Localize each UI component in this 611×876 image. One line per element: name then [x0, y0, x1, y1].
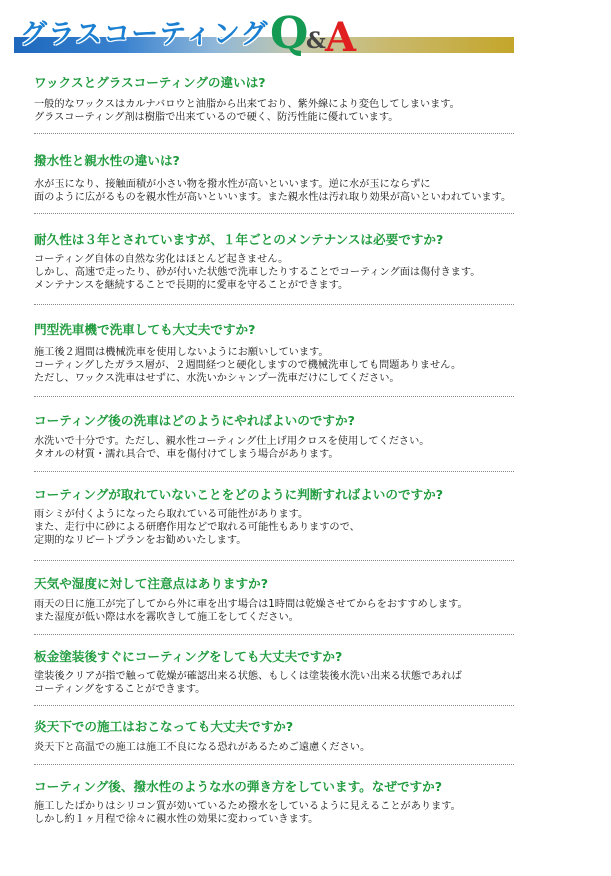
divider: [34, 396, 514, 397]
divider: [34, 471, 514, 472]
divider: [34, 705, 514, 706]
answer-line: また湿度が低い際は水を霧吹きして施工をしてください。: [34, 612, 299, 623]
answer: [34, 435, 429, 461]
answer-line: 施工後２週間は機械洗車を使用しないようにお願いしています。: [34, 347, 329, 358]
question: コーティング後の洗車はどのようにやればよいのですか?: [34, 413, 355, 428]
answer-line: タオルの材質・濡れ具合で、車を傷付けてしまう場合があります。: [34, 449, 339, 460]
answer-line: しかし、高速で走ったり、砂が付いた状態で洗車したりすることでコーティング面は傷付きます。: [34, 267, 481, 278]
question: 炎天下での施工はおこなっても大丈夫ですか?: [34, 719, 294, 734]
divider: [34, 304, 514, 305]
question: ワックスとグラスコーティングの違いは?: [34, 75, 266, 90]
answer: [34, 670, 462, 696]
answer-line: グラスコーティング剤は樹脂で出来ているので硬く、防汚性能に優れています。: [34, 112, 399, 123]
answer: [34, 178, 511, 204]
logo-q: Q: [270, 8, 309, 59]
answer-line: 面のように広がるものを親水性が高いといいます。また親水性は汚れ取り効果が高いといわれています。: [34, 192, 512, 203]
divider: [34, 764, 514, 765]
answer-line: ただし、ワックス洗車はせずに、水洗いかシャンプー洗車だけにしてください。: [34, 373, 400, 384]
question: 天気や湿度に対して注意点はありますか?: [34, 576, 268, 591]
question: 門型洗車機で洗車しても大丈夫ですか?: [34, 322, 256, 337]
question: コーティングが取れていないことをどのように判断すればよいのですか?: [34, 487, 444, 502]
answer-line: コーティングをすることができます。: [34, 684, 206, 695]
divider: [34, 560, 514, 561]
answer: [34, 800, 461, 826]
answer-line: 定期的なリピートプランをお勧めいたします。: [34, 535, 247, 546]
question: 撥水性と親水性の違いは?: [34, 153, 180, 168]
page-header: [0, 0, 611, 70]
answer-line: メンテナンスを継続することで長期的に愛車を守ることができます。: [34, 280, 349, 291]
answer-line: しかし約１ヶ月程で徐々に親水性の効果に変わっていきます。: [34, 814, 319, 825]
divider: [34, 213, 514, 214]
answer: [34, 598, 468, 624]
page-title: グラスコーティング: [20, 19, 269, 50]
answer: [34, 741, 370, 754]
answer-line: 水洗いで十分です。ただし、親水性コーティング仕上げ用クロスを使用してください。: [34, 436, 430, 447]
answer-line: 雨天の日に施工が完了してから外に車を出す場合は1時間は乾燥させてからをおすすめします。: [34, 599, 468, 610]
logo-ampersand: &: [306, 28, 326, 54]
answer-line: 炎天下と高温での施工は施工不良になる恐れがあるためご遠慮ください。: [34, 742, 371, 753]
question: 板金塗装後すぐにコーティングをしても大丈夫ですか?: [34, 649, 343, 664]
question: 耐久性は３年とされていますが、１年ごとのメンテナンスは必要ですか?: [34, 232, 444, 247]
answer-line: コーティングしたガラス層が、２週間経つと硬化しますので機械洗車しても問題ありません。: [34, 360, 462, 371]
divider: [34, 634, 514, 635]
answer: [34, 253, 480, 292]
answer: [34, 98, 460, 124]
answer: [34, 346, 461, 385]
answer-line: 塗装後クリアが指で触って乾燥が確認出来る状態、もしくは塗装後水洗い出来る状態であれば: [34, 671, 462, 682]
answer-line: 雨シミが付くようになったら取れている可能性があります。: [34, 509, 309, 520]
answer-line: 水が玉になり、接触面積が小さい物を撥水性が高いといいます。逆に水が玉にならずに: [34, 179, 431, 190]
divider: [34, 133, 514, 134]
logo-a: A: [325, 14, 357, 61]
answer-line: 施工したばかりはシリコン質が効いているため撥水をしているように見えることがあります。: [34, 801, 461, 812]
question: コーティング後、撥水性のような水の弾き方をしています。なぜですか?: [34, 779, 443, 794]
answer-line: 一般的なワックスはカルナバロウと油脂から出来ており、紫外線により変色してしまいます。: [34, 99, 460, 110]
answer: [34, 508, 360, 547]
answer-line: また、走行中に砂による研磨作用などで取れる可能性もありますので、: [34, 522, 360, 533]
answer-line: コーティング自体の自然な劣化はほとんど起きません。: [34, 254, 289, 265]
